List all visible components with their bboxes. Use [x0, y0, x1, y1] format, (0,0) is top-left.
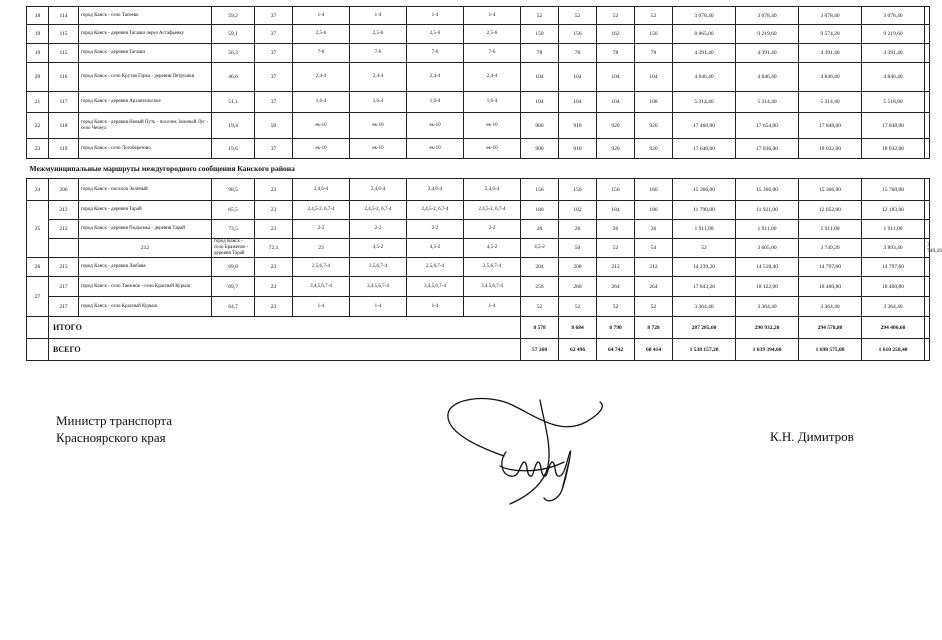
value-3-cell: 4 391,40 — [799, 44, 862, 63]
row-number-cell: 19 — [27, 44, 49, 63]
bus-class-cell: 37 — [255, 63, 293, 92]
schedule-2-cell: 2,5,6,7-4 — [350, 258, 407, 277]
section-header-row — [27, 159, 930, 179]
signer-position-line2: Красноярского края — [56, 430, 166, 445]
itogo-value-1: 287 285,60 — [673, 317, 736, 339]
table-row — [27, 277, 930, 297]
value-1-cell: 17 640,00 — [673, 139, 736, 159]
value-3-cell: 15 366,00 — [799, 179, 862, 201]
route-name-cell: город Канск - село Тасеево — [79, 7, 212, 25]
table-row — [27, 113, 930, 139]
schedule-4-cell: 2,4-4 — [464, 63, 521, 92]
route-length-cell: 73,5 — [212, 220, 255, 239]
trips-1-cell: 256 — [521, 277, 559, 297]
itogo-num-cell — [27, 317, 49, 339]
value-4-cell: 15 760,00 — [862, 179, 925, 201]
bus-class-cell: 23 — [255, 179, 293, 201]
trips-1-cell: 26 — [521, 220, 559, 239]
itogo-trips-3: 8 790 — [597, 317, 635, 339]
trips-2-cell: 78 — [559, 44, 597, 63]
schedule-1-cell: 1-4 — [293, 7, 350, 25]
route-length-cell: 56,3 — [212, 44, 255, 63]
table-row — [27, 139, 930, 159]
row-number-cell: 25 — [27, 201, 49, 258]
trips-2-cell: 104 — [559, 63, 597, 92]
trips-3-cell: 104 — [597, 63, 635, 92]
schedule-4-cell: 4,5-2 — [521, 239, 559, 258]
trips-1-cell: 52 — [521, 297, 559, 317]
value-1-cell: 4 846,40 — [673, 63, 736, 92]
value-4-cell: 4 391,40 — [862, 44, 925, 63]
routes-table — [26, 6, 942, 361]
value-4-cell: 9 219,60 — [862, 25, 925, 44]
value-4-cell: 1 911,00 — [862, 220, 925, 239]
table-row — [27, 220, 930, 239]
trips-2-cell: 104 — [559, 92, 597, 113]
schedule-4-cell: ек-10 — [464, 139, 521, 159]
signer-position — [56, 412, 172, 446]
table-section-header — [27, 159, 930, 179]
route-name-cell: город Канск - село Логоберезово — [79, 139, 212, 159]
schedule-3-cell: 1-4 — [407, 297, 464, 317]
schedule-3-cell: 7-6 — [407, 44, 464, 63]
trips-4-cell: 156 — [635, 25, 673, 44]
table-row — [27, 63, 930, 92]
value-1-cell: 1 911,00 — [673, 220, 736, 239]
value-1-cell: 5 314,40 — [673, 92, 736, 113]
vsego-value-2: 1 639 394,60 — [736, 339, 799, 361]
trips-1-cell: 50 — [559, 239, 597, 258]
trips-3-cell: 264 — [597, 277, 635, 297]
trips-1-cell: 204 — [521, 258, 559, 277]
schedule-2-cell: 4,5-2 — [407, 239, 464, 258]
schedule-2-cell: 2,4,6-4 — [350, 179, 407, 201]
schedule-2-cell: 7-6 — [350, 44, 407, 63]
route-name-cell: город Канск - деревня Тагаши через Астафьевку — [79, 25, 212, 44]
trips-3-cell: 156 — [597, 179, 635, 201]
bus-class-cell: 37 — [255, 7, 293, 25]
value-2-cell: 17 836,00 — [736, 139, 799, 159]
route-length-cell: 69,8 — [212, 258, 255, 277]
value-2-cell: 18 122,00 — [736, 277, 799, 297]
schedule-2-cell: 2-2 — [350, 220, 407, 239]
value-4-cell: 4 846,40 — [862, 63, 925, 92]
value-1-cell: 11 790,00 — [673, 201, 736, 220]
row-number-cell: 21 — [27, 92, 49, 113]
route-number-cell: 116 — [49, 63, 79, 92]
value-2-cell: 9 219,60 — [736, 25, 799, 44]
trips-1-cell: 150 — [521, 25, 559, 44]
schedule-2-cell: 1,6-4 — [350, 92, 407, 113]
route-length-cell: 64,7 — [212, 297, 255, 317]
schedule-1-cell: 2,4,6-4 — [293, 179, 350, 201]
bus-class-cell: 23 — [255, 277, 293, 297]
schedule-4-cell: 7-6 — [464, 44, 521, 63]
bus-class-cell: 23 — [255, 258, 293, 277]
itogo-row — [27, 317, 930, 339]
route-name-cell: город Канск - деревня Архангельское — [79, 92, 212, 113]
trips-4-cell: 212 — [635, 258, 673, 277]
route-name-cell: город Канск - село Таежное - село Красный Курыш — [79, 277, 212, 297]
schedule-1-cell: 2,5,6,7-4 — [293, 258, 350, 277]
value-3-cell: 18 400,80 — [799, 277, 862, 297]
trips-2-cell: 910 — [559, 139, 597, 159]
trips-4-cell: 186 — [635, 201, 673, 220]
route-length-cell: 98,5 — [212, 179, 255, 201]
table-totals — [27, 317, 930, 361]
trips-3-cell: 78 — [597, 44, 635, 63]
value-4-cell: 3 749,20 — [925, 239, 930, 258]
vsego-end-cell — [925, 339, 930, 361]
value-1-cell: 4 391,40 — [673, 44, 736, 63]
route-length-cell: 72,1 — [255, 239, 293, 258]
row-number-cell: 23 — [27, 139, 49, 159]
trips-3-cell: 104 — [597, 92, 635, 113]
value-1-cell: 3 364,40 — [673, 297, 736, 317]
trips-4-cell: 52 — [635, 7, 673, 25]
value-2-cell: 14 518,40 — [736, 258, 799, 277]
route-length-cell: 69,7 — [212, 277, 255, 297]
route-name-cell: город Канск - деревня Тарай — [79, 201, 212, 220]
trips-2-cell: 52 — [597, 239, 635, 258]
table-row — [27, 297, 930, 317]
route-number-cell: 212 — [49, 201, 79, 220]
row-number-cell: 22 — [27, 113, 49, 139]
value-2-cell: 3 749,20 — [799, 239, 862, 258]
schedule-4-cell: 1-4 — [464, 297, 521, 317]
schedule-3-cell: 2,4,5-2, 6,7-4 — [407, 201, 464, 220]
route-length-cell: 59,1 — [212, 25, 255, 44]
table-section-bottom — [27, 179, 942, 317]
itogo-value-3: 294 578,80 — [799, 317, 862, 339]
route-name-cell: город Канск - деревня Тагаши — [79, 44, 212, 63]
value-2-cell: 4 391,40 — [736, 44, 799, 63]
route-number-cell: 114 — [49, 7, 79, 25]
route-length-cell: 59,2 — [212, 7, 255, 25]
schedule-1-cell: ек-10 — [293, 139, 350, 159]
table-row — [27, 44, 930, 63]
route-name-cell: город Канск - село Браженое - деревня Тарай — [212, 239, 255, 258]
section-title: Межмуниципальные маршруты междугородного сообщения Канского района — [27, 159, 930, 179]
trips-2-cell: 52 — [559, 297, 597, 317]
itogo-value-2: 290 932,20 — [736, 317, 799, 339]
route-number-cell: 118 — [49, 113, 79, 139]
schedule-3-cell: 1-4 — [407, 7, 464, 25]
table-row — [27, 25, 930, 44]
trips-3-cell: 52 — [597, 7, 635, 25]
route-number-cell: 212 — [79, 239, 212, 258]
bus-class-cell: 50 — [255, 113, 293, 139]
itogo-value-4: 294 406,60 — [862, 317, 925, 339]
trips-3-cell: 920 — [597, 139, 635, 159]
row-number-cell: 19 — [27, 25, 49, 44]
route-length-cell: 19,6 — [212, 139, 255, 159]
schedule-2-cell: 2,4,5-2, 6,7-4 — [350, 201, 407, 220]
route-number-cell: 212 — [49, 220, 79, 239]
schedule-3-cell: 2,4-4 — [407, 63, 464, 92]
value-3-cell: 14 797,60 — [799, 258, 862, 277]
schedule-1-cell: ек-10 — [293, 113, 350, 139]
value-3-cell: 3 078,40 — [799, 7, 862, 25]
schedule-2-cell: 1-4 — [350, 7, 407, 25]
value-2-cell: 3 364,40 — [736, 297, 799, 317]
trips-4-cell: 52 — [635, 297, 673, 317]
schedule-2-cell: 3,4,5,6,7-4 — [350, 277, 407, 297]
value-3-cell: 12 052,00 — [799, 201, 862, 220]
row-number-cell: 26 — [27, 258, 49, 277]
schedule-3-cell: 4,5-2 — [464, 239, 521, 258]
trips-1-cell: 104 — [521, 63, 559, 92]
trips-3-cell: 26 — [597, 220, 635, 239]
vsego-trips-4: 60 414 — [635, 339, 673, 361]
table-row — [27, 258, 930, 277]
value-2-cell: 3 078,40 — [736, 7, 799, 25]
route-number-cell: 117 — [49, 92, 79, 113]
trips-1-cell: 180 — [521, 201, 559, 220]
itogo-trips-1: 8 578 — [521, 317, 559, 339]
value-4-cell: 12 183,00 — [862, 201, 925, 220]
row-end-cell — [925, 7, 930, 25]
schedule-1-cell: 2,4-4 — [293, 63, 350, 92]
vsego-num-cell — [27, 339, 49, 361]
route-number-cell: 215 — [49, 258, 79, 277]
value-3-cell: 4 846,40 — [799, 63, 862, 92]
row-end-cell — [925, 179, 930, 201]
route-name-cell: город Канск - деревня Любава — [79, 258, 212, 277]
schedule-2-cell: 2,4-4 — [350, 63, 407, 92]
value-2-cell: 11 921,00 — [736, 201, 799, 220]
vsego-value-4: 1 610 258,40 — [862, 339, 925, 361]
bus-class-cell: 23 — [255, 220, 293, 239]
bus-class-cell: 37 — [255, 25, 293, 44]
table-row — [27, 92, 930, 113]
schedule-3-cell: 2,5,6,7-4 — [407, 258, 464, 277]
schedule-1-cell: 3,4,5,6,7-4 — [293, 277, 350, 297]
schedule-4-cell: 1-4 — [464, 7, 521, 25]
handwritten-signature — [440, 392, 615, 512]
trips-1-cell: 900 — [521, 139, 559, 159]
vsego-trips-3: 64 742 — [597, 339, 635, 361]
trips-2-cell: 182 — [559, 201, 597, 220]
row-number-cell: 20 — [27, 63, 49, 92]
route-name-cell: город Канск - село Красный Курыш — [79, 297, 212, 317]
route-name-cell: город Канск - деревня Подъемка - деревня Тарай — [79, 220, 212, 239]
value-1-cell: 17 460,00 — [673, 113, 736, 139]
route-number-cell: 119 — [49, 139, 79, 159]
route-name-cell: город Канск - село Крутая Горка - деревня Петрушки — [79, 63, 212, 92]
trips-2-cell: 208 — [559, 258, 597, 277]
row-end-cell — [925, 258, 930, 277]
schedule-1-cell: 4,5-2 — [350, 239, 407, 258]
trips-4-cell: 104 — [635, 63, 673, 92]
value-3-cell: 18 032,00 — [799, 139, 862, 159]
value-3-cell: 3 364,40 — [799, 297, 862, 317]
trips-3-cell: 212 — [597, 258, 635, 277]
row-end-cell — [925, 92, 930, 113]
trips-4-cell: 52 — [673, 239, 736, 258]
itogo-trips-2: 8 684 — [559, 317, 597, 339]
bus-class-cell: 37 — [255, 44, 293, 63]
row-number-cell: 18 — [27, 7, 49, 25]
value-4-cell: 14 797,60 — [862, 258, 925, 277]
value-1-cell: 3 605,00 — [736, 239, 799, 258]
trips-4-cell: 108 — [635, 92, 673, 113]
schedule-2-cell: ек-10 — [350, 113, 407, 139]
schedule-1-cell: 2,5-6 — [293, 25, 350, 44]
row-end-cell — [925, 63, 930, 92]
value-4-cell: 18 032,00 — [862, 139, 925, 159]
trips-1-cell: 78 — [521, 44, 559, 63]
bus-class-cell: 23 — [255, 201, 293, 220]
trips-4-cell: 920 — [635, 139, 673, 159]
route-length-cell: 19,4 — [212, 113, 255, 139]
trips-1-cell: 52 — [521, 7, 559, 25]
value-2-cell: 17 654,00 — [736, 113, 799, 139]
value-1-cell: 8 865,00 — [673, 25, 736, 44]
signer-name: К.Н. Димитров — [770, 429, 854, 444]
trips-4-cell: 26 — [635, 220, 673, 239]
route-number-cell: 217 — [49, 277, 79, 297]
value-4-cell: 3 364,40 — [862, 297, 925, 317]
itogo-end-cell — [925, 317, 930, 339]
value-4-cell: 17 848,00 — [862, 113, 925, 139]
schedule-1-cell: 1-4 — [293, 297, 350, 317]
schedule-3-cell: 2-2 — [407, 220, 464, 239]
trips-4-cell: 160 — [635, 179, 673, 201]
vsego-row — [27, 339, 930, 361]
trips-2-cell: 26 — [559, 220, 597, 239]
schedule-4-cell: ек-10 — [464, 113, 521, 139]
route-number-cell: 206 — [49, 179, 79, 201]
schedule-4-cell: 1,6-4 — [464, 92, 521, 113]
value-2-cell: 1 911,00 — [736, 220, 799, 239]
table-row — [27, 239, 930, 258]
value-3-cell: 5 314,40 — [799, 92, 862, 113]
vsego-trips-2: 62 496 — [559, 339, 597, 361]
bus-class-cell: 23 — [255, 297, 293, 317]
value-4-cell: 3 078,40 — [862, 7, 925, 25]
schedule-3-cell: ек-10 — [407, 139, 464, 159]
value-3-cell: 1 911,00 — [799, 220, 862, 239]
route-name-cell: город Канск - поселок Зеленый — [79, 179, 212, 201]
schedule-1-cell: 1,6-4 — [293, 92, 350, 113]
value-3-cell: 9 574,20 — [799, 25, 862, 44]
row-number-cell: 27 — [27, 277, 49, 317]
route-name-cell: город Канск - деревня Новый Путь - поселок Зеленый Луг - село Чечеул — [79, 113, 212, 139]
table-row — [27, 201, 930, 220]
trips-2-cell: 156 — [559, 179, 597, 201]
schedule-3-cell: 1,6-4 — [407, 92, 464, 113]
trips-4-cell: 264 — [635, 277, 673, 297]
trips-2-cell: 260 — [559, 277, 597, 297]
value-4-cell: 18 400,80 — [862, 277, 925, 297]
schedule-1-cell: 2,4,5-2, 6,7-4 — [293, 201, 350, 220]
route-length-cell: 65,5 — [212, 201, 255, 220]
schedule-3-cell: 2,5-6 — [407, 25, 464, 44]
row-number-cell — [49, 239, 79, 258]
signer-position-line1: Министр транспорта — [56, 413, 173, 428]
table-row — [27, 7, 930, 25]
value-1-cell: 3 078,40 — [673, 7, 736, 25]
value-4-cell: 5 518,80 — [862, 92, 925, 113]
value-2-cell: 5 314,40 — [736, 92, 799, 113]
row-end-cell — [925, 277, 930, 297]
trips-3-cell: 54 — [635, 239, 673, 258]
trips-3-cell: 52 — [597, 297, 635, 317]
value-1-cell: 14 239,20 — [673, 258, 736, 277]
schedule-4-cell: 2,5,6,7-4 — [464, 258, 521, 277]
schedule-4-cell: 2-2 — [464, 220, 521, 239]
trips-3-cell: 162 — [597, 25, 635, 44]
schedule-1-cell: 7-6 — [293, 44, 350, 63]
trips-1-cell: 104 — [521, 92, 559, 113]
trips-2-cell: 910 — [559, 113, 597, 139]
schedule-4-cell: 3,4,5,6,7-4 — [464, 277, 521, 297]
itogo-trips-4: 8 728 — [635, 317, 673, 339]
row-number-cell: 24 — [27, 179, 49, 201]
schedule-3-cell: 3,4,5,6,7-4 — [407, 277, 464, 297]
schedule-4-cell: 2,4,5-2, 6,7-4 — [464, 201, 521, 220]
schedule-4-cell: 2,5-6 — [464, 25, 521, 44]
schedule-3-cell: ек-10 — [407, 113, 464, 139]
route-number-cell: 217 — [49, 297, 79, 317]
row-end-cell — [925, 139, 930, 159]
route-length-cell: 46,6 — [212, 63, 255, 92]
bus-class-cell: 23 — [293, 239, 350, 258]
schedule-4-cell: 2,4,6-4 — [464, 179, 521, 201]
itogo-label: ИТОГО — [49, 317, 521, 339]
trips-1-cell: 900 — [521, 113, 559, 139]
bus-class-cell: 37 — [255, 92, 293, 113]
route-number-cell: 115 — [49, 44, 79, 63]
vsego-value-1: 1 538 157,20 — [673, 339, 736, 361]
value-2-cell: 4 846,40 — [736, 63, 799, 92]
row-end-cell — [925, 220, 930, 239]
value-2-cell: 15 366,00 — [736, 179, 799, 201]
route-length-cell: 51,1 — [212, 92, 255, 113]
value-3-cell: 3 893,40 — [862, 239, 925, 258]
value-1-cell: 15 366,00 — [673, 179, 736, 201]
trips-1-cell: 156 — [521, 179, 559, 201]
row-end-cell — [925, 297, 930, 317]
trips-4-cell: 920 — [635, 113, 673, 139]
vsego-value-3: 1 698 575,00 — [799, 339, 862, 361]
schedule-1-cell: 2-2 — [293, 220, 350, 239]
trips-2-cell: 156 — [559, 25, 597, 44]
trips-3-cell: 184 — [597, 201, 635, 220]
row-end-cell — [925, 25, 930, 44]
table-row — [27, 179, 930, 201]
row-end-cell — [925, 113, 930, 139]
schedule-2-cell: ек-10 — [350, 139, 407, 159]
trips-3-cell: 920 — [597, 113, 635, 139]
bus-class-cell: 37 — [255, 139, 293, 159]
row-end-cell — [925, 201, 930, 220]
vsego-trips-1: 57 268 — [521, 339, 559, 361]
route-number-cell: 115 — [49, 25, 79, 44]
vsego-label: ВСЕГО — [49, 339, 521, 361]
trips-4-cell: 78 — [635, 44, 673, 63]
row-end-cell — [925, 44, 930, 63]
schedule-3-cell: 2,4,6-4 — [407, 179, 464, 201]
trips-2-cell: 52 — [559, 7, 597, 25]
schedule-2-cell: 1-4 — [350, 297, 407, 317]
value-1-cell: 17 843,20 — [673, 277, 736, 297]
value-3-cell: 17 848,00 — [799, 113, 862, 139]
schedule-2-cell: 2,5-6 — [350, 25, 407, 44]
table-section-top — [27, 7, 930, 159]
